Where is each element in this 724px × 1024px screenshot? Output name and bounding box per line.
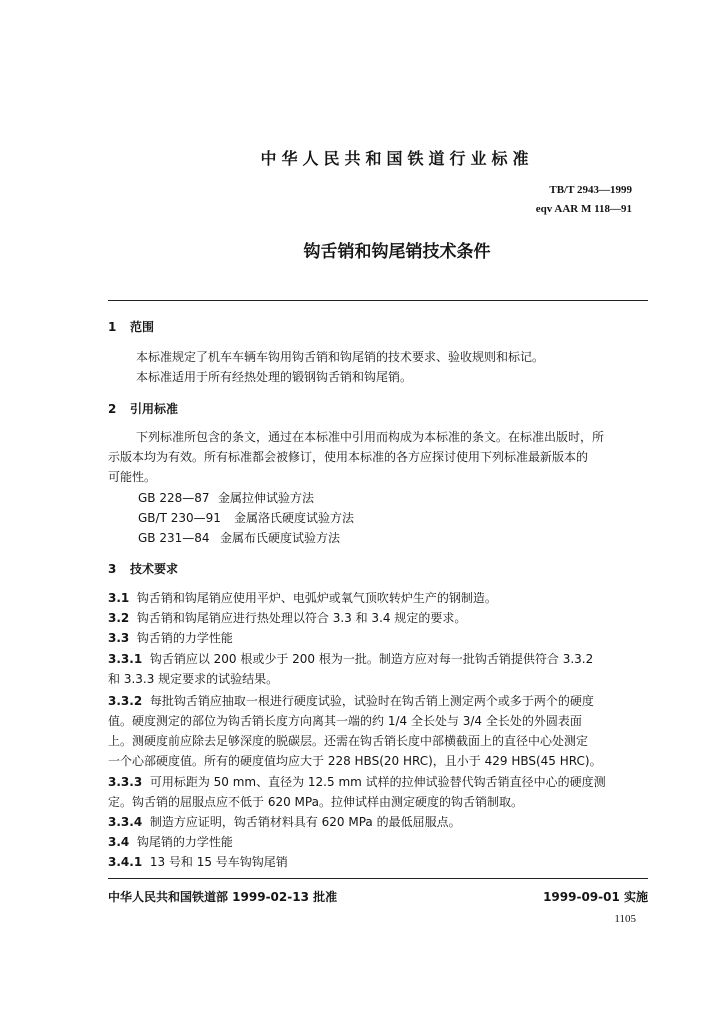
section-2-number: 2	[108, 402, 117, 416]
reference-1	[138, 489, 314, 506]
section-1-line-1: 本标准规定了机车车辆车钩用钩舌销和钩尾销的技术要求、验收规则和标记。	[136, 350, 545, 364]
clause-number: 3.2	[108, 611, 130, 625]
clause-3-4	[108, 833, 648, 850]
clause-3-3	[108, 629, 648, 646]
reference-1-name: 金属拉伸试验方法	[218, 491, 315, 505]
clause-text: 钩尾销的力学性能	[136, 835, 233, 849]
clause-3-3-2-cont-2: 上。测硬度前应除去足够深度的脱碳层。还需在钩舌销长度中部横截面上的直径中心处测定	[108, 734, 589, 748]
clause-3-3-2-cont-3: 一个心部硬度值。所有的硬度值均应大于 228 HBS(20 HRC)，且小于 429 HBS(45 HRC)。	[108, 754, 602, 768]
clause-3-2	[108, 609, 648, 626]
reference-3	[138, 529, 340, 546]
clause-3-4-1	[108, 853, 648, 870]
clause-3-3-3-cont: 定。钩舌销的屈服点应不低于 620 MPa。拉伸试样由测定硬度的钩舌销制取。	[108, 795, 523, 809]
effective-date: 1999-09-01 实施	[543, 890, 648, 904]
clause-text: 制造方应证明，钩舌销材料具有 620 MPa 的最低屈服点。	[149, 815, 461, 829]
clause-3-1	[108, 589, 648, 606]
clause-text: 可用标距为 50 mm、直径为 12.5 mm 试样的拉伸试验替代钩舌销直径中心的硬度测	[149, 775, 606, 789]
clause-number: 3.4.1	[108, 855, 143, 869]
clause-number: 3.3.3	[108, 775, 143, 789]
standard-code: TB/T 2943—1999	[549, 184, 632, 196]
section-1-title: 范围	[130, 320, 155, 334]
clause-number: 3.3.4	[108, 815, 143, 829]
clause-text: 钩舌销的力学性能	[136, 631, 233, 645]
reference-2	[138, 509, 354, 526]
clause-text: 钩舌销和钩尾销应使用平炉、电弧炉或氧气顶吹转炉生产的钢制造。	[136, 591, 497, 605]
section-2-line-3: 可能性。	[108, 470, 157, 484]
clause-text: 钩舌销应以 200 根或少于 200 根为一批。制造方应对每一批钩舌销提供符合 3.3.2	[149, 652, 594, 666]
clause-3-3-2	[108, 692, 648, 709]
clause-text: 每批钩舌销应抽取一根进行硬度试验，试验时在钩舌销上测定两个或多于两个的硬度	[149, 694, 594, 708]
section-2-line-1: 下列标准所包含的条文，通过在本标准中引用而构成为本标准的条文。在标准出版时，所	[136, 430, 605, 444]
section-1-heading	[108, 318, 154, 335]
section-1-line-2: 本标准适用于所有经热处理的锻钢钩舌销和钩尾销。	[136, 370, 413, 384]
section-2-heading	[108, 400, 178, 417]
approval-line: 中华人民共和国铁道部 1999-02-13 批准	[108, 890, 338, 904]
clause-number: 3.3.1	[108, 652, 143, 666]
reference-3-code: GB 231—84	[138, 531, 210, 545]
section-2-title: 引用标准	[130, 402, 179, 416]
reference-2-name: 金属洛氏硬度试验方法	[234, 511, 355, 525]
clause-number: 3.3.2	[108, 694, 143, 708]
section-3-heading	[108, 560, 178, 577]
section-3-number: 3	[108, 562, 117, 576]
clause-text: 钩舌销和钩尾销应进行热处理以符合 3.3 和 3.4 规定的要求。	[136, 611, 467, 625]
clause-text: 13 号和 15 号车钩钩尾销	[149, 855, 288, 869]
reference-3-name: 金属布氏硬度试验方法	[220, 531, 341, 545]
bottom-divider	[108, 878, 648, 879]
clause-number: 3.4	[108, 835, 130, 849]
standard-equivalence: eqv AAR M 118—91	[535, 203, 632, 215]
clause-3-3-1	[108, 650, 648, 667]
clause-3-3-3	[108, 773, 648, 790]
section-3-title: 技术要求	[130, 562, 179, 576]
page-number: 1105	[614, 913, 636, 925]
top-divider	[108, 300, 648, 301]
document-title: 钩舌销和钩尾销技术条件	[303, 242, 491, 262]
reference-2-code: GB/T 230—91	[138, 511, 221, 525]
clause-number: 3.3	[108, 631, 130, 645]
section-2-line-2: 示版本均为有效。所有标准都会被修订，使用本标准的各方应探讨使用下列标准最新版本的	[108, 450, 589, 464]
org-title: 中华人民共和国铁道行业标准	[260, 149, 534, 168]
reference-1-code: GB 228—87	[138, 491, 210, 505]
clause-3-3-2-cont-1: 值。硬度测定的部位为钩舌销长度方向离其一端的约 1/4 全长处与 3/4 全长处的外圆表面	[108, 714, 582, 728]
clause-3-3-1-cont: 和 3.3.3 规定要求的试验结果。	[108, 672, 279, 686]
clause-3-3-4	[108, 813, 648, 830]
section-1-number: 1	[108, 320, 117, 334]
clause-number: 3.1	[108, 591, 130, 605]
